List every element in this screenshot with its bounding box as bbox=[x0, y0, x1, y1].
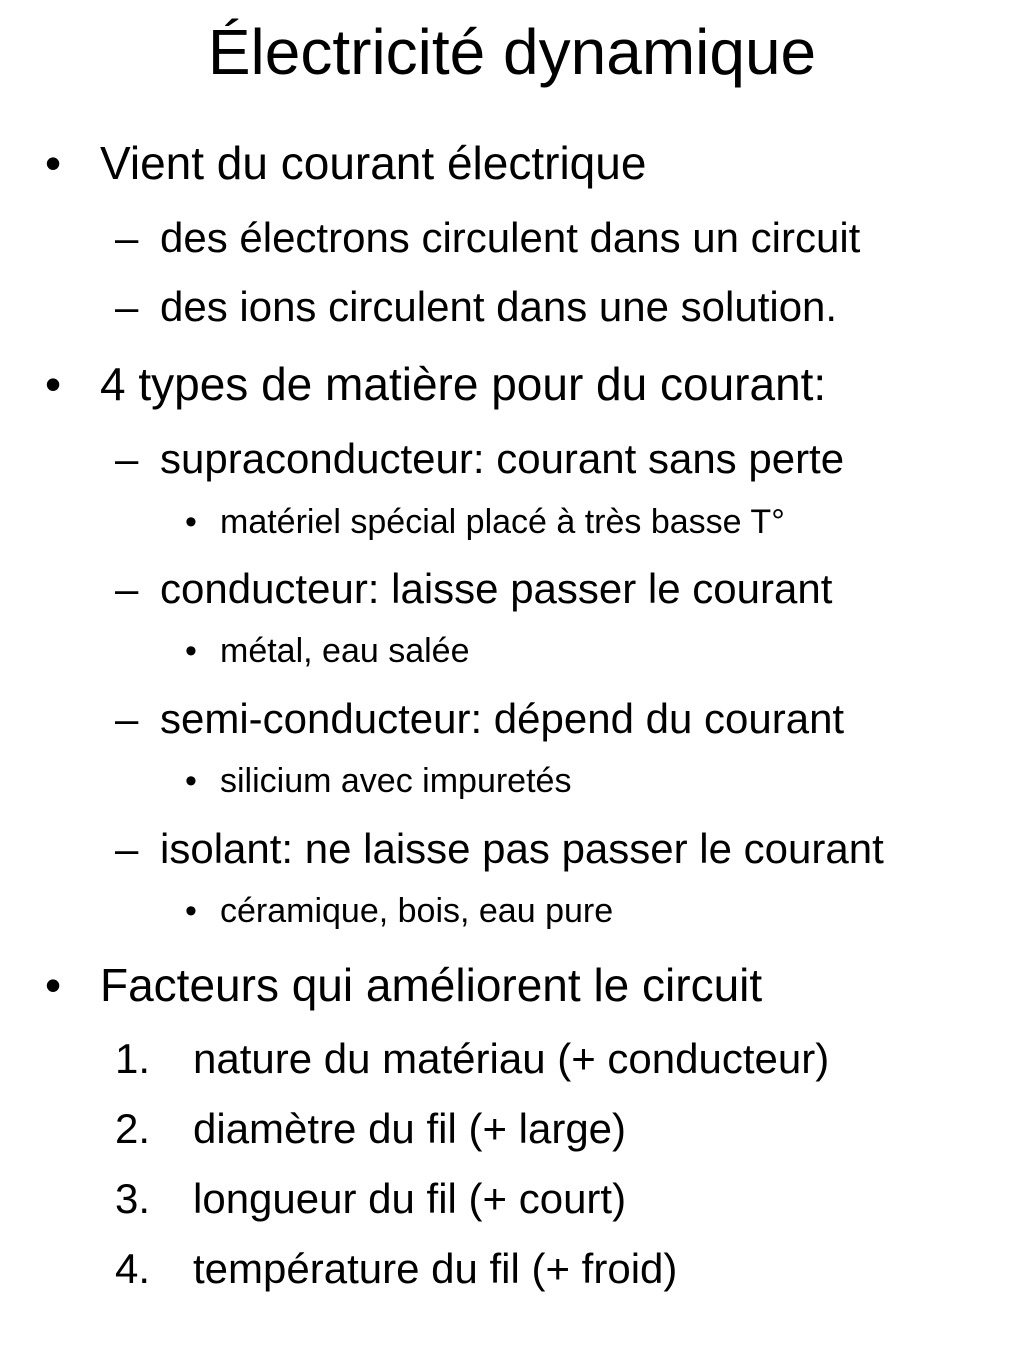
dash-marker: – bbox=[115, 565, 139, 612]
numbered-item: température du fil (+ froid) bbox=[193, 1245, 678, 1292]
dash-marker: – bbox=[115, 695, 139, 742]
dash-marker: – bbox=[115, 435, 139, 482]
slide-title: Électricité dynamique bbox=[207, 16, 817, 88]
bullet-level3: silicium avec impuretés bbox=[220, 762, 572, 800]
bullet-level2: des électrons circulent dans un circuit bbox=[160, 214, 861, 261]
bullet-marker: • bbox=[185, 503, 197, 541]
bullet-level3: matériel spécial placé à très basse T° bbox=[220, 503, 785, 541]
bullet-level1: Facteurs qui améliorent le circuit bbox=[100, 959, 763, 1011]
bullet-level2: conducteur: laisse passer le courant bbox=[160, 565, 833, 612]
numbered-item: longueur du fil (+ court) bbox=[193, 1175, 627, 1222]
list-number: 1. bbox=[115, 1035, 151, 1082]
bullet-marker: • bbox=[185, 762, 197, 800]
list-number: 4. bbox=[115, 1245, 151, 1292]
bullet-marker: • bbox=[185, 632, 197, 670]
dash-marker: – bbox=[115, 825, 139, 872]
bullet-level2: supraconducteur: courant sans perte bbox=[160, 435, 845, 482]
bullet-marker: • bbox=[185, 892, 197, 930]
numbered-item: nature du matériau (+ conducteur) bbox=[193, 1035, 830, 1082]
bullet-marker: • bbox=[45, 358, 62, 410]
bullet-marker: • bbox=[45, 137, 62, 189]
list-number: 2. bbox=[115, 1105, 151, 1152]
bullet-level2: isolant: ne laisse pas passer le courant bbox=[160, 825, 884, 872]
numbered-item: diamètre du fil (+ large) bbox=[193, 1105, 627, 1152]
list-number: 3. bbox=[115, 1175, 151, 1222]
bullet-level3: métal, eau salée bbox=[220, 632, 470, 670]
dash-marker: – bbox=[115, 283, 139, 330]
bullet-level1: Vient du courant électrique bbox=[100, 137, 647, 189]
bullet-level2: semi-conducteur: dépend du courant bbox=[160, 695, 845, 742]
bullet-level2: des ions circulent dans une solution. bbox=[160, 283, 838, 330]
bullet-marker: • bbox=[45, 959, 62, 1011]
bullet-level3: céramique, bois, eau pure bbox=[220, 892, 614, 930]
dash-marker: – bbox=[115, 214, 139, 261]
bullet-level1: 4 types de matière pour du courant: bbox=[100, 358, 827, 410]
